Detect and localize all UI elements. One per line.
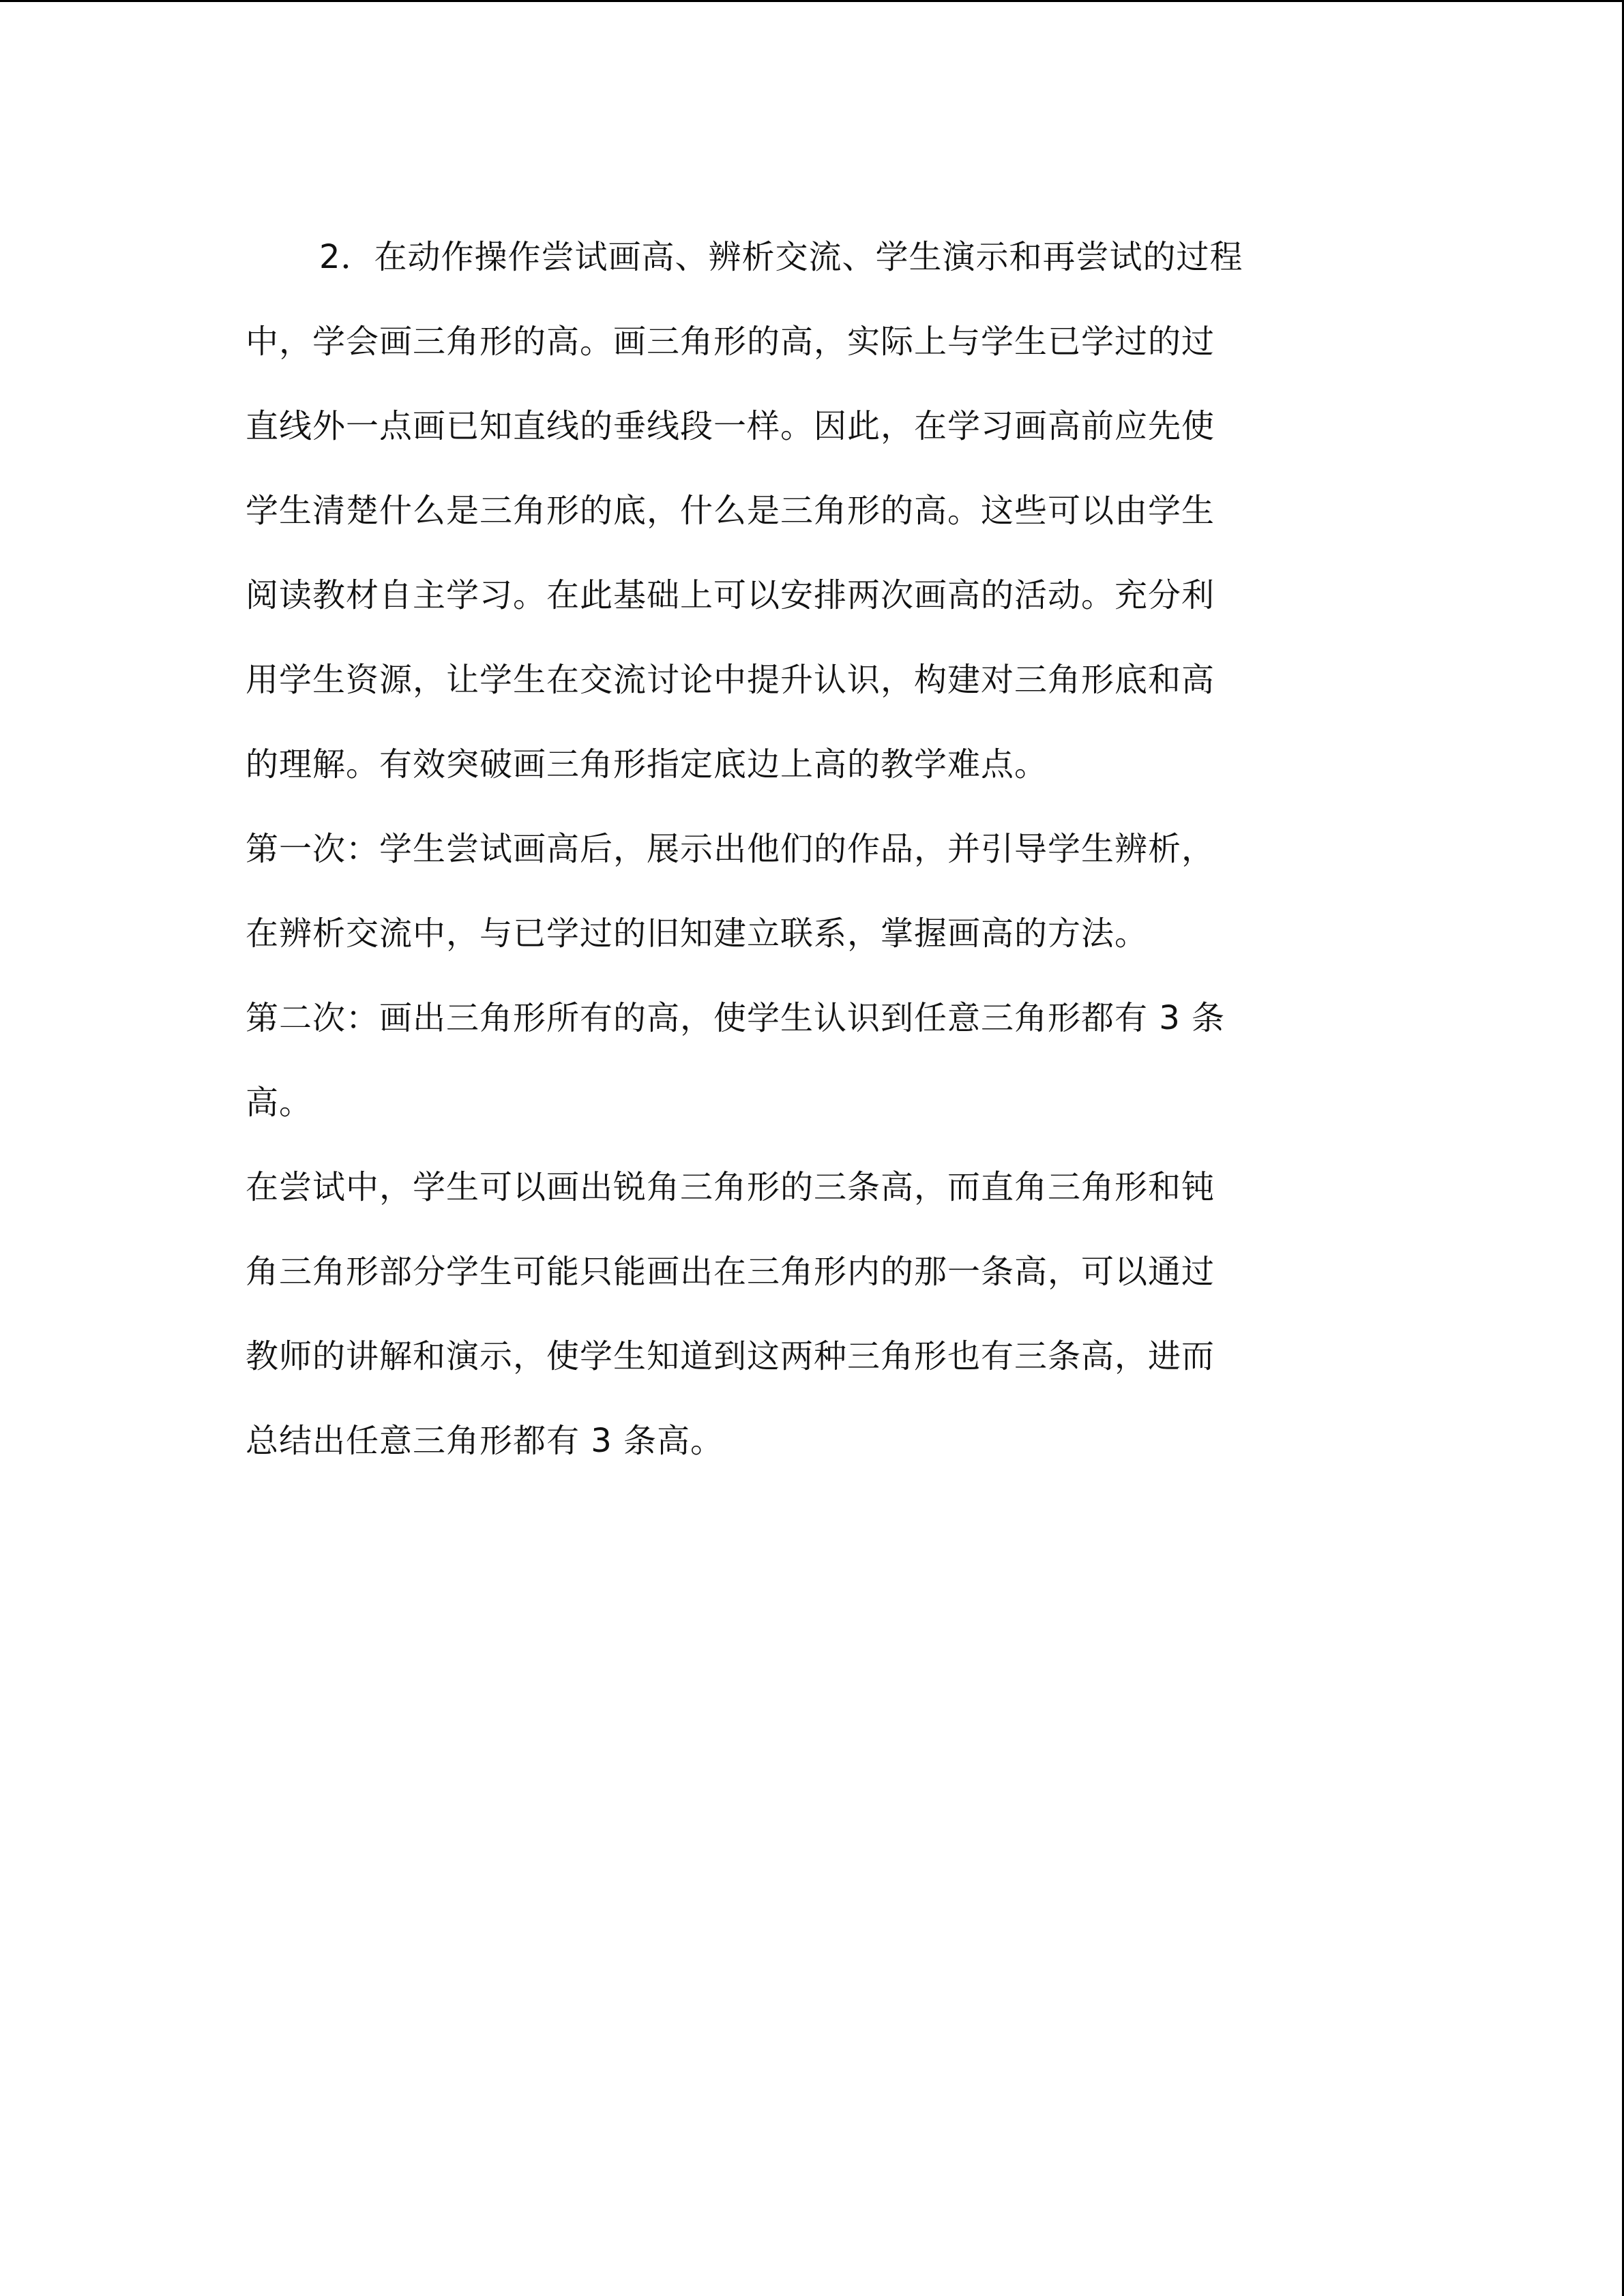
text-line: 第二次：画出三角形所有的高，使学生认识到任意三角形都有 3 条	[246, 999, 1226, 1037]
text-line: 的理解。有效突破画三角形指定底边上高的教学难点。	[246, 745, 1048, 784]
text-line: 用学生资源，让学生在交流讨论中提升认识，构建对三角形底和高	[246, 661, 1215, 699]
text-line: 第一次：学生尝试画高后，展示出他们的作品，并引导学生辨析，	[246, 830, 1215, 868]
text-line: 教师的讲解和演示，使学生知道到这两种三角形也有三条高，进而	[246, 1337, 1215, 1375]
text-line: 学生清楚什么是三角形的底，什么是三角形的高。这些可以由学生	[246, 492, 1215, 530]
text-line: 角三角形部分学生可能只能画出在三角形内的那一条高，可以通过	[246, 1253, 1215, 1291]
document-body	[246, 215, 1398, 1483]
text-line: 高。	[246, 1084, 313, 1122]
text-line: 在辨析交流中，与已学过的旧知建立联系，掌握画高的方法。	[246, 914, 1149, 953]
text-line: 阅读教材自主学习。在此基础上可以安排两次画高的活动。充分利	[246, 576, 1215, 614]
text-line: 2．在动作操作尝试画高、辨析交流、学生演示和再尝试的过程	[319, 238, 1243, 276]
text-line: 总结出任意三角形都有 3 条高。	[246, 1422, 724, 1460]
text-line: 在尝试中，学生可以画出锐角三角形的三条高，而直角三角形和钝	[246, 1168, 1215, 1206]
text-line: 中，学会画三角形的高。画三角形的高，实际上与学生已学过的过	[246, 323, 1215, 361]
page-top-border	[0, 0, 1624, 2]
text-line: 直线外一点画已知直线的垂线段一样。因此，在学习画高前应先使	[246, 407, 1215, 445]
